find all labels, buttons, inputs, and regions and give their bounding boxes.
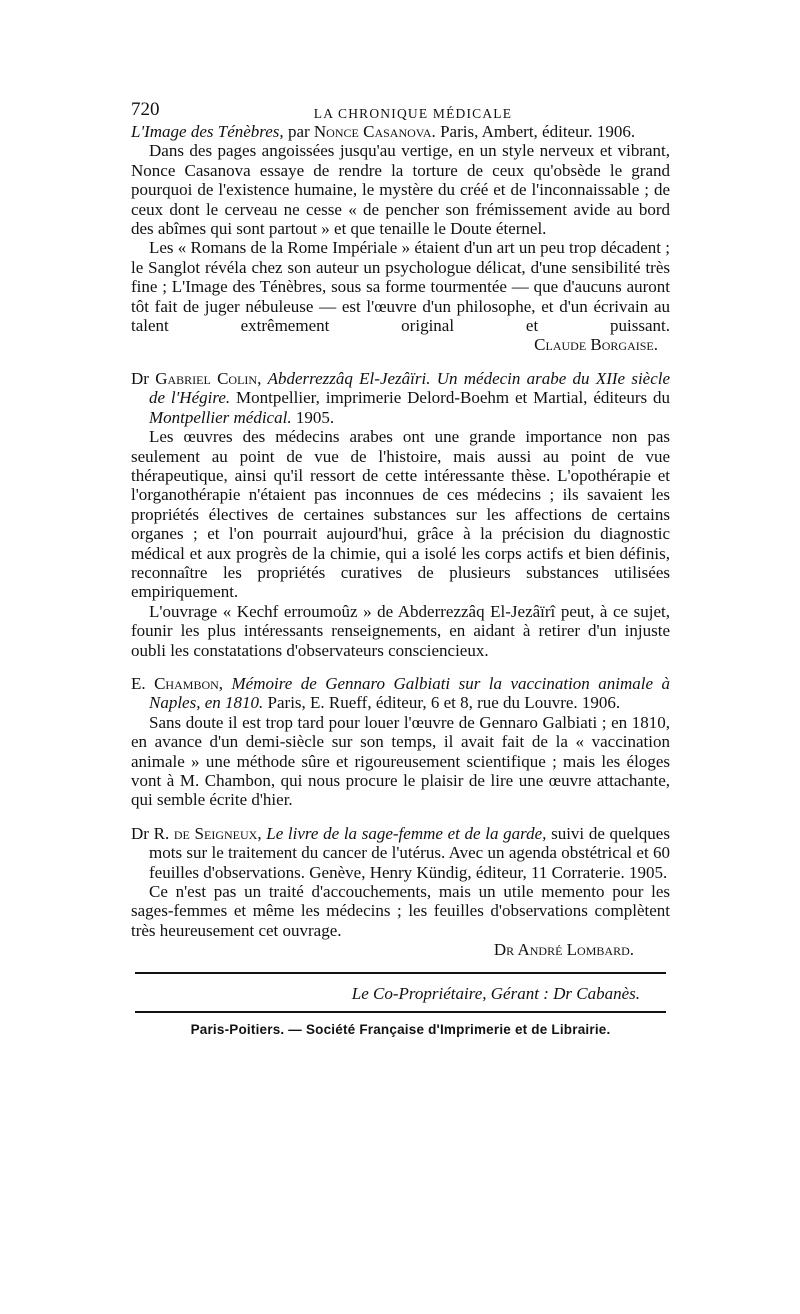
author-name: R. de Seigneux,: [153, 823, 262, 843]
review-colin: [131, 369, 670, 660]
review-chambon: [131, 674, 670, 810]
publication-info: suivi de quelques mots sur le traitement du cancer de l'utérus. Avec un agenda obstétrical et 60 feuilles d'observations. Genève, Henry Kündig, éditeur, 11 Corraterie. 1905.: [149, 823, 670, 882]
publication-info: Paris, Ambert, éditeur. 1906.: [440, 122, 636, 141]
page-body: [131, 98, 670, 1039]
gerant-line: Le Co-Propriétaire, Gérant : Dr Cabanès.: [351, 983, 640, 1003]
page-header: [131, 98, 670, 120]
book-title: Le livre de la sage-femme et de la garde,: [266, 823, 547, 843]
divider-rule: [135, 1011, 666, 1013]
review-paragraph: Sans doute il est trop tard pour louer l'œuvre de Gennaro Galbiati ; en 1810, en avance d'un demi-siècle sur son temps, il avait fait de la « vaccination animale » une méthode sûre et rigoureusement scientifique ; mais les éloges vont à M. Chambon, qui nous procure le plaisir de lire une œuvre attachante, qui semble écrite d'hier.: [131, 712, 670, 810]
bibliographic-reference: [131, 674, 670, 713]
review-paragraph: Ce n'est pas un traité d'accouchements, mais un utile memento pour les sages-femmes et même les médecins ; les feuilles d'observations complètent très heureusement cet ouvrage.: [131, 882, 670, 940]
bibliographic-reference: Dr Gabriel Colin, Abderrezzâq El-Jezâïri. Un médecin arabe du XIIe siècle de l'Hégire. Montpellier, imprimerie Delord-Boehm et Martial, éditeurs du Montpellier médical. 1905.: [131, 368, 671, 427]
running-title: LA CHRONIQUE MÉDICALE: [313, 106, 513, 121]
bibliographic-reference: L'Image des Ténèbres, par Nonce Casanova. Paris, Ambert, éditeur. 1906.: [131, 122, 636, 141]
journal-title: Montpellier médical.: [149, 407, 292, 427]
reviewer-signature: Dr André Lombard.: [493, 940, 634, 960]
author-name: E. Chambon,: [131, 673, 224, 693]
printer-imprint: Paris-Poitiers. — Société Française d'Imprimerie et de Librairie.: [190, 1022, 611, 1038]
publication-info: Montpellier, imprimerie Delord-Boehm et Martial, éditeurs du: [236, 388, 671, 408]
page-number: 720: [131, 99, 160, 120]
review-seigneux: [131, 824, 670, 960]
author-name: Nonce Casanova.: [313, 122, 436, 141]
book-title: Abderrezzâq El-Jezâïri. Un médecin arabe du XIIe siècle de l'Hégire.: [149, 368, 671, 408]
review-paragraph: Dans des pages angoissées jusqu'au vertige, en un style nerveux et vibrant, Nonce Casanova essaye de rendre la torture de ceux qu'obsède le grand pourquoi de l'existence humaine, le mystère du créé et de l'inconnaissable ; de ceux dont le cerveau ne cesse « de pencher son frémissement avide au bord des abîmes qui sont partout » et que tenaille le Doute éternel.: [131, 141, 670, 239]
book-title: L'Image des Ténèbres,: [131, 122, 284, 141]
reviewer-signature: Claude Borgaise.: [534, 335, 658, 355]
divider-rule: [135, 972, 666, 974]
publication-info: Paris, E. Rueff, éditeur, 6 et 8, rue du Louvre. 1906.: [267, 693, 621, 713]
review-casanova: [131, 122, 670, 355]
review-paragraph: Les œuvres des médecins arabes ont une grande importance non pas seulement au point de vue de l'histoire, mais aussi au point de vue thérapeutique, ainsi qu'il ressort de cette intéressante thèse. L'opothérapie et l'organothérapie n'étaient pas inconnues de ces médecins ; ils savaient les propriétés électives de certaines substances sur les affections de certains organes ; et l'on pourrait aujourd'hui, grâce à la précision du diagnostic médical et aux progrès de la chimie, qui a isolé les corps actifs et bien définis, reconnaître les propriétés curatives de plusieurs substances utilisées empiriquement.: [131, 427, 670, 602]
book-title: Mémoire de Gennaro Galbiati sur la vaccination animale à Naples, en 1810.: [149, 673, 671, 713]
review-paragraph: L'ouvrage « Kechf erroumoûz » de Abderrezzâq El-Jezâïrî peut, à ce sujet, founir les plus intéressants renseignements, en aidant à retirer d'un injuste oubli les constatations d'observateurs consciencieux.: [131, 601, 670, 660]
bibliographic-reference: Dr R. de Seigneux, Le livre de la sage-femme et de la garde, suivi de quelques mots sur le traitement du cancer de l'utérus. Avec un agenda obstétrical et 60 feuilles d'observations. Genève, Henry Kündig, éditeur, 11 Corraterie. 1905.: [131, 823, 670, 882]
review-paragraph: Les « Romans de la Rome Impériale » étaient d'un art un peu trop décadent ; le Sanglot révéla chez son auteur un psychologue délicat, d'une sensibilité très fine ; L'Image des Ténèbres, sous sa forme tourmentée — que d'aucuns auront tôt fait de juger nébuleuse — est l'œuvre d'un philosophe, et d'un écrivain au talent extrêmement original et puissant.: [131, 238, 670, 336]
author-name: Gabriel Colin,: [155, 368, 262, 388]
